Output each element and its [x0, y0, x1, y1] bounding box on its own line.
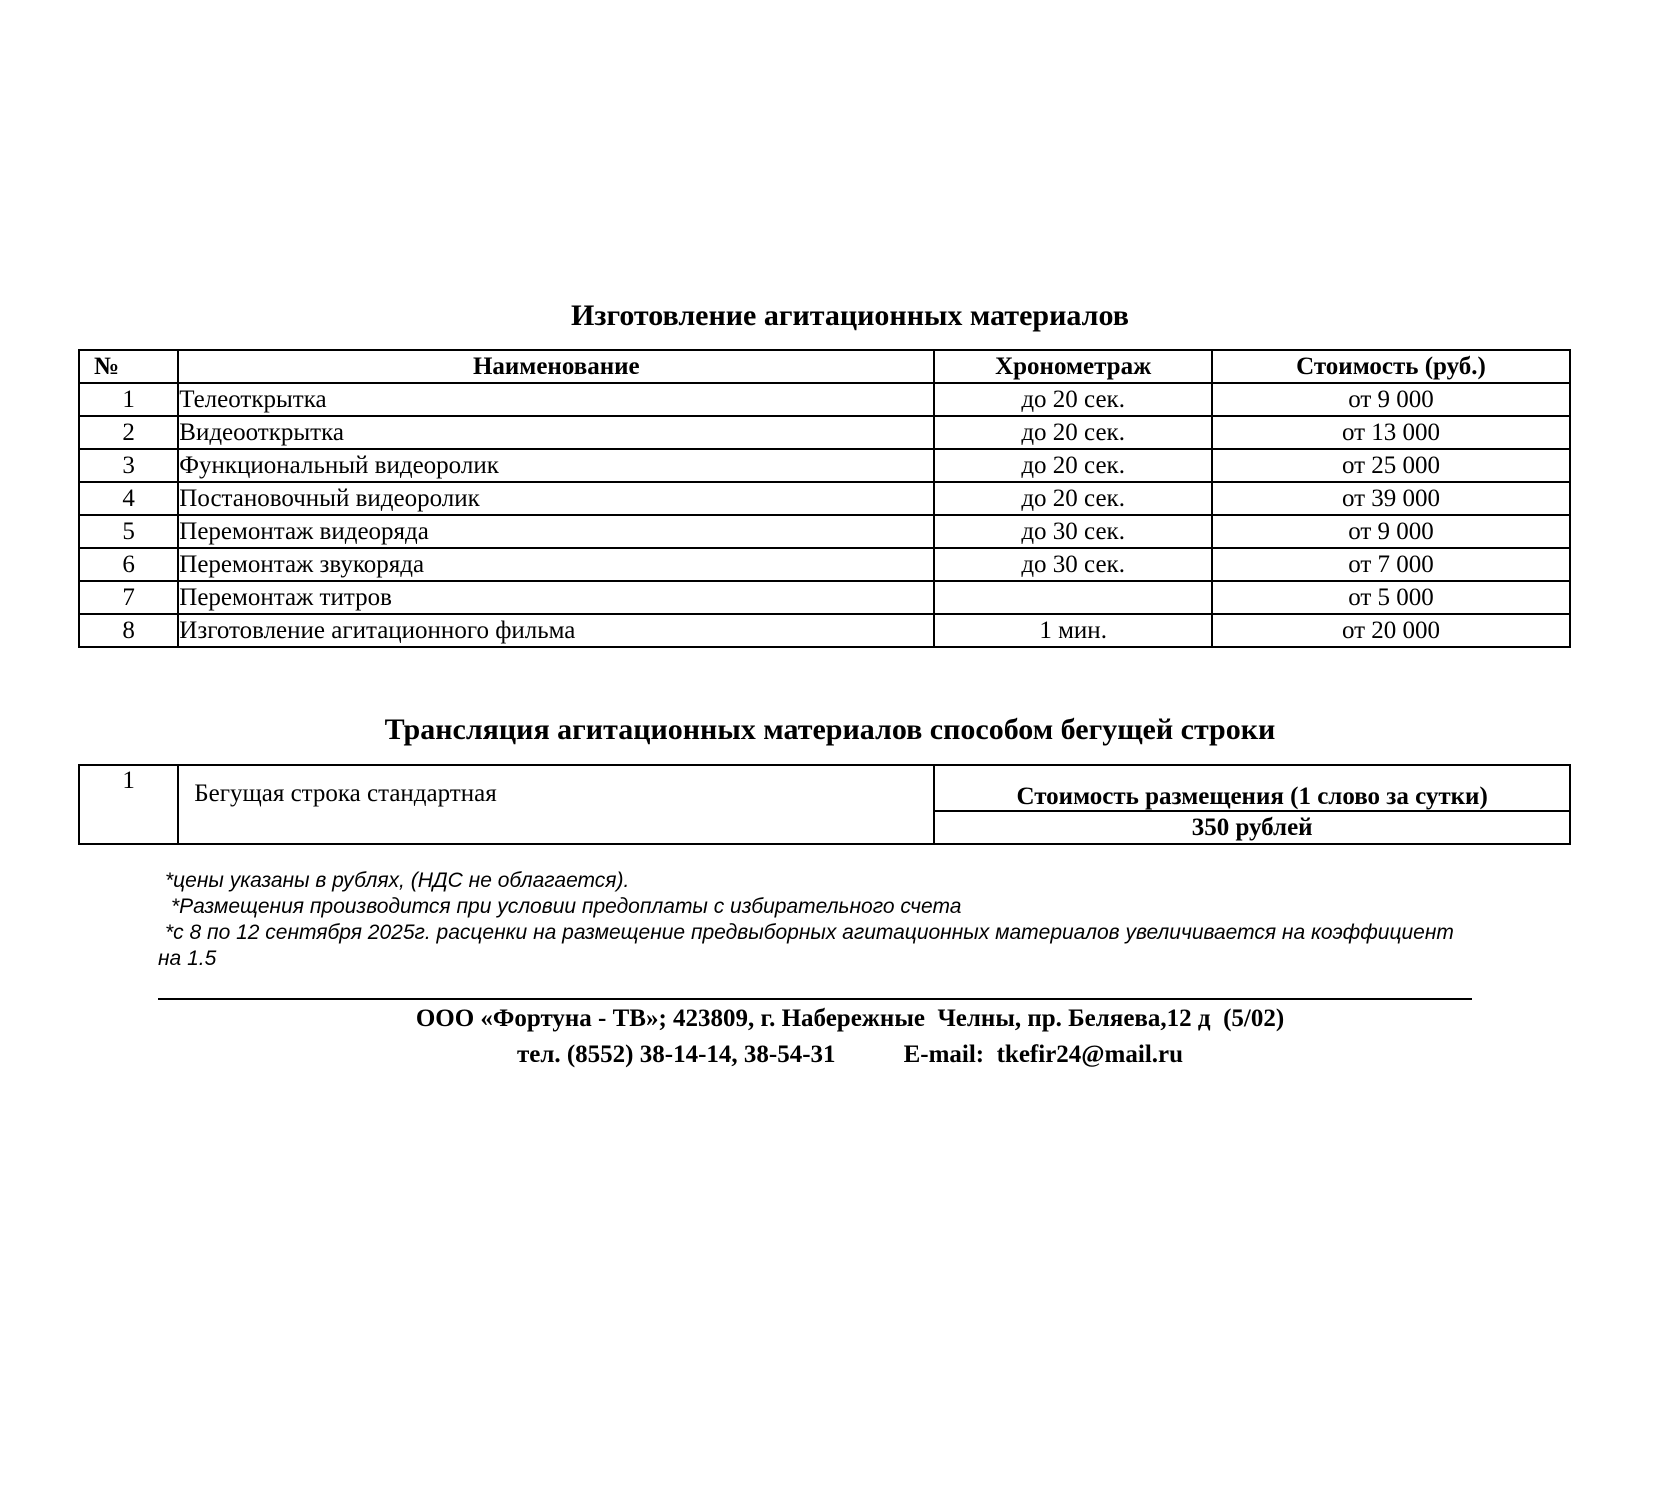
footer-divider — [158, 998, 1472, 1000]
footnote-coefficient-cont: на 1.5 — [158, 947, 217, 970]
row-name: Перемонтаж титров — [178, 581, 934, 614]
row-number: 1 — [79, 383, 178, 416]
header-duration: Хронометраж — [934, 350, 1212, 383]
row-name: Перемонтаж видеоряда — [178, 515, 934, 548]
row-cost: от 5 000 — [1212, 581, 1570, 614]
row-duration — [934, 581, 1212, 614]
row-cost: от 9 000 — [1212, 383, 1570, 416]
price-value: 350 рублей — [934, 811, 1570, 844]
footnote-coefficient: *с 8 по 12 сентября 2025г. расценки на размещение предвыборных агитационных материалов увеличивается на коэффициент — [165, 921, 1454, 944]
table-row — [79, 515, 1570, 548]
table-row — [79, 581, 1570, 614]
row-number: 8 — [79, 614, 178, 647]
row-duration: до 20 сек. — [934, 416, 1212, 449]
row-number: 7 — [79, 581, 178, 614]
row-duration: до 20 сек. — [934, 482, 1212, 515]
row-cost: от 20 000 — [1212, 614, 1570, 647]
production-price-table — [78, 349, 1571, 648]
price-header: Стоимость размещения (1 слово за сутки) — [934, 765, 1570, 811]
table-header-row — [79, 350, 1570, 383]
row-cost: от 9 000 — [1212, 515, 1570, 548]
footnotes — [158, 868, 1558, 972]
footnote-prepayment: *Размещения производится при условии предоплаты с избирательного счета — [171, 895, 962, 918]
row-name: Перемонтаж звукоряда — [178, 548, 934, 581]
row-number: 1 — [79, 765, 178, 844]
ticker-price-table — [78, 764, 1571, 845]
row-duration: до 30 сек. — [934, 515, 1212, 548]
row-name: Бегущая строка стандартная — [178, 765, 934, 844]
header-number: № — [79, 350, 178, 383]
row-name: Телеоткрытка — [178, 383, 934, 416]
row-duration: до 20 сек. — [934, 383, 1212, 416]
row-cost: от 39 000 — [1212, 482, 1570, 515]
row-duration: до 30 сек. — [934, 548, 1212, 581]
footer-company-address: ООО «Фортуна - ТВ»; 423809, г. Набережные Челны, пр. Беляева,12 д (5/02) — [415, 1005, 1285, 1032]
row-cost: от 13 000 — [1212, 416, 1570, 449]
row-number: 3 — [79, 449, 178, 482]
row-name: Постановочный видеоролик — [178, 482, 934, 515]
table-row — [79, 416, 1570, 449]
row-number: 2 — [79, 416, 178, 449]
header-name: Наименование — [178, 350, 934, 383]
section-title-ticker: Трансляция агитационных материалов способом бегущей строки — [384, 713, 1276, 746]
row-number: 5 — [79, 515, 178, 548]
table-row — [79, 482, 1570, 515]
row-cost: от 25 000 — [1212, 449, 1570, 482]
row-cost: от 7 000 — [1212, 548, 1570, 581]
footnote-vat: *цены указаны в рублях, (НДС не облагается). — [165, 869, 630, 892]
footer-contacts — [0, 1040, 1660, 1070]
row-name: Функциональный видеоролик — [178, 449, 934, 482]
table-row — [79, 449, 1570, 482]
footer-phone: тел. (8552) 38-14-14, 38-54-31 — [516, 1041, 836, 1068]
table-row — [79, 765, 1570, 811]
row-duration: до 20 сек. — [934, 449, 1212, 482]
table-row — [79, 614, 1570, 647]
section-title-production: Изготовление агитационных материалов — [571, 299, 1129, 332]
footer-email: E-mail: tkefir24@mail.ru — [903, 1041, 1184, 1068]
row-number: 6 — [79, 548, 178, 581]
row-name: Изготовление агитационного фильма — [178, 614, 934, 647]
row-number: 4 — [79, 482, 178, 515]
row-duration: 1 мин. — [934, 614, 1212, 647]
table-row — [79, 383, 1570, 416]
row-name: Видеооткрытка — [178, 416, 934, 449]
table-row — [79, 548, 1570, 581]
header-cost: Стоимость (руб.) — [1212, 350, 1570, 383]
